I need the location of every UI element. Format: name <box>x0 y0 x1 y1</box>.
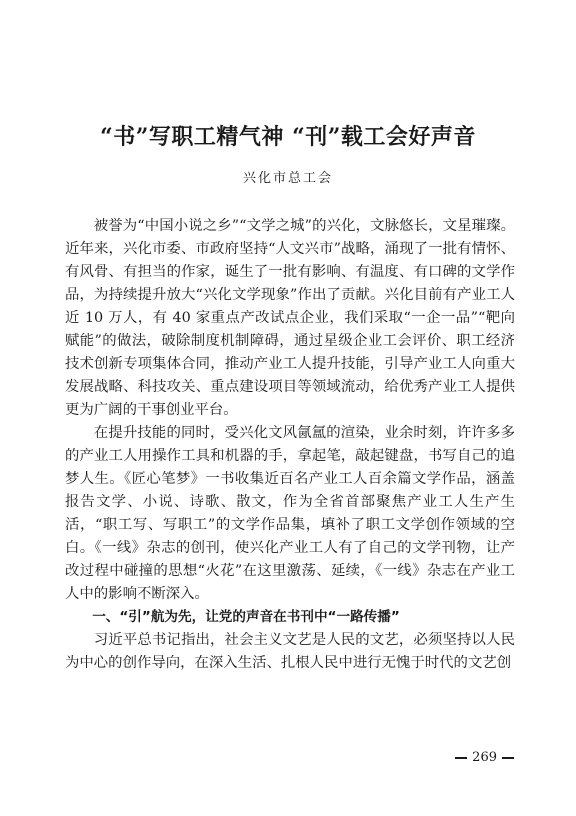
body-paragraph: 被誉为“中国小说之乡”“文学之城”的兴化，文脉悠长，文星璀璨。近年来，兴化市委、市政府坚持“人文兴市”战略，涌现了一批有情怀、有风骨、有担当的作家，诞生了一批有影响、有温度、有口碑的文学作品，为持续提升放大“兴化文学现象”作出了贡献。兴化目前有产业工人近 10 万人，有 40 家重点产改试点企业，我们采取“一企一品”“靶向赋能”的做法，破除制度机制障碍，通过星级企业工会评价、职工经济技术创新专项集体合同，推动产业工人提升技能，引导产业工人向重大发展战略、科技攻关、重点建设项目等领域流动，给优秀产业工人提供更为广阔的干事创业平台。 <box>65 218 515 418</box>
article-author: 兴化市总工会 <box>242 171 333 186</box>
page-number-dash-right <box>502 757 514 759</box>
section-heading: 一、“引”航为先，让党的声音在书刊中“一路传播” <box>92 609 400 625</box>
page-number-value: 269 <box>472 750 497 765</box>
body-paragraph: 在提升技能的同时，受兴化文风氤氲的渲染，业余时刻，许许多多的产业工人用操作工具和机器的手，拿起笔，敲起键盘，书写自己的追梦人生。《匠心笔梦》一书收集近百名产业工人百余篇文学作品，涵盖报告文学、小说、诗歌、散文，作为全省首部聚焦产业工人生产生活，“职工写、写职工”的文学作品集，填补了职工文学创作领域的空白。《一线》杂志的创刊，使兴化产业工人有了自己的文学刊物，让产改过程中碰撞的思想“火花”在这里激荡、延续，《一线》杂志在产业工人中的影响不断深入。 <box>65 425 515 602</box>
article-title: “书”写职工精气神 “刊”载工会好声音 <box>100 124 476 150</box>
body-paragraph: 习近平总书记指出，社会主义文艺是人民的文艺，必须坚持以人民为中心的创作导向，在深入生活、扎根人民中进行无愧于时代的文艺创 <box>65 632 515 671</box>
page-number <box>455 749 514 767</box>
article-body <box>65 215 515 675</box>
page-number-dash-left <box>455 757 467 759</box>
